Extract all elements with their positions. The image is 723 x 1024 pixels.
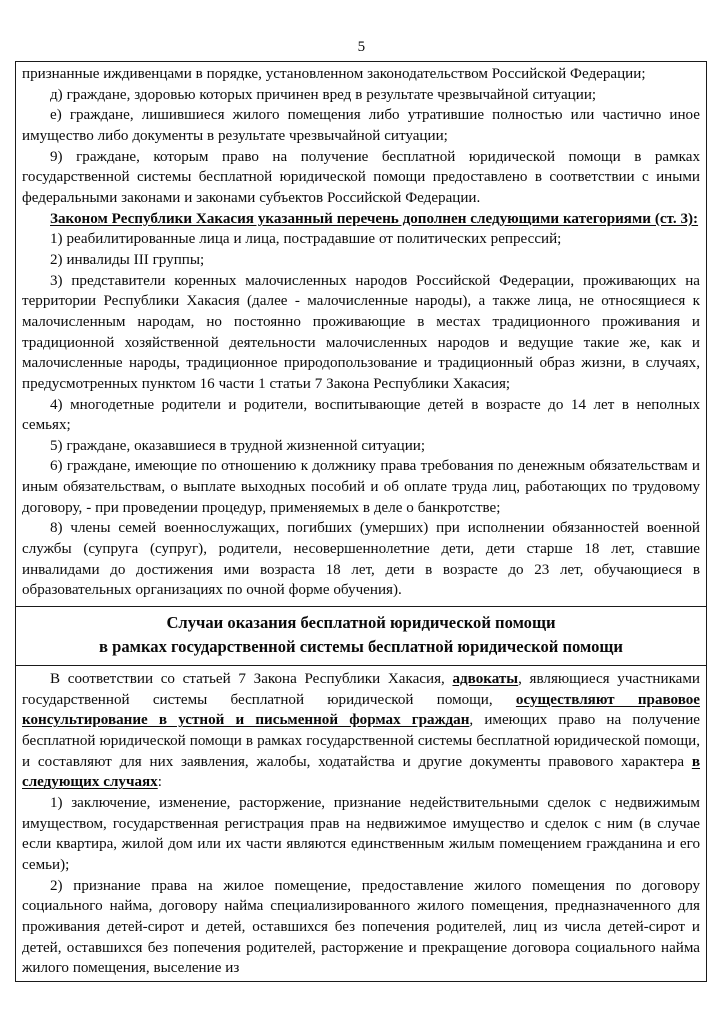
section-heading-line-1: Случаи оказания бесплатной юридической помощи <box>166 613 556 633</box>
list-item-category-8: 8) члены семей военнослужащих, погибших (умерших) при исполнении обязанностей военной службы (супруга (супруг), родители, несовершеннолетние дети, дети старше 18 лет, ставшие инвалидами до достижения ими возраста 18 лет, дети в возрасте до 23 лет, обучающиеся в образовательных организациях по очной форме обучения). <box>22 520 700 599</box>
document-body-frame <box>15 61 707 982</box>
list-item-case-1: 1) заключение, изменение, расторжение, признание недействительными сделок с недвижимым имуществом, государственная регистрация прав на недвижимое имущество и сделок с ним (в случае если квартира, жилой дом или их части являются единственным жилым помещением гражданина и его семьи); <box>22 795 700 873</box>
heading-hakasia-law <box>22 209 700 230</box>
intro-segment-1: В соответствии со статьей 7 Закона Республики Хакасия, <box>50 671 453 688</box>
categories-list-block <box>16 229 706 603</box>
hakasia-law-heading-block <box>16 209 706 230</box>
continued-paragraphs-block <box>16 62 706 209</box>
page-number: 5 <box>357 39 366 55</box>
list-item-category-6: 6) граждане, имеющие по отношению к должнику права требования по денежным обязательствам и иным обязательствам, о выплате выходных пособий и об оплате труда лиц, работающих по трудовому договору, - при проведении процедур, применяемых в деле о банкротстве; <box>22 458 700 516</box>
intro-segment-3: , имеющих право на получение бесплатной юридической помощи в рамках государственной системы бесплатной юридической помощи, и составляют для них заявления, жалобы, ходатайства и другие документы правового характера <box>22 712 700 770</box>
paragraph-intro-article-7 <box>22 669 700 793</box>
list-item-category-3: 3) представители коренных малочисленных народов Российской Федерации, проживающих на территории Республики Хакасия (далее - малочисленные народы), а также лица, не относящиеся к малочисленным народам, но постоянно проживающие в местах традиционного проживания и традиционной хозяйственной деятельности малочисленных народов и ведущие такие же, как и малочисленные народы, традиционное природопользование и традиционный образ жизни, в случаях, предусмотренных пунктом 16 части 1 статьи 7 Закона Республики Хакасия; <box>22 272 700 392</box>
paragraph-continued: признанные иждивенцами в порядке, установленном законодательством Российской Федерации; <box>22 66 646 82</box>
list-item-category-2: 2) инвалиды III группы; <box>50 251 205 268</box>
list-item-category-1: 1) реабилитированные лица и лица, пострадавшие от политических репрессий; <box>50 231 562 248</box>
section-heading-band <box>16 606 706 666</box>
intro-emphasis-cases: в следующих случаях <box>22 753 700 791</box>
list-item-case-2: 2) признание права на жилое помещение, предоставление жилого помещения по договору социального найма, договору найма специализированного жилого помещения, предназначенного для проживания детей-сирот и детей, оставшихся без попечения родителей, лиц из числа детей-сирот и детей, оставшихся без попечения родителей, расторжение и прекращение договора социального найма жилого помещения, выселение из <box>22 877 700 977</box>
intro-emphasis-advokaty: адвокаты <box>452 671 519 688</box>
cases-list-block <box>16 793 706 981</box>
heading-hakasia-law-text: Законом Республики Хакасия указанный перечень дополнен следующими категориями (ст. 3): <box>50 210 699 227</box>
section-heading-line-2: в рамках государственной системы бесплатной юридической помощи <box>99 637 623 657</box>
paragraph-item-d: д) граждане, здоровью которых причинен вред в результате чрезвычайной ситуации; <box>50 86 597 103</box>
list-item-category-5: 5) граждане, оказавшиеся в трудной жизненной ситуации; <box>50 437 426 454</box>
list-item-category-4: 4) многодетные родители и родители, воспитывающие детей в возрасте до 14 лет в неполных семьях; <box>22 396 700 434</box>
paragraph-item-e: е) граждане, лишившиеся жилого помещения либо утратившие полностью или частично иное имущество либо документы в результате чрезвычайной ситуации; <box>22 107 700 144</box>
intro-segment-2: , являющиеся участниками государственной системы бесплатной юридической помощи, <box>22 671 701 708</box>
paragraph-item-9: 9) граждане, которым право на получение бесплатной юридической помощи в рамках государственной системы бесплатной юридической помощи предоставлено в соответствии с иными федеральными законами и законами субъектов Российской Федерации. <box>22 148 700 206</box>
intro-paragraph-block <box>16 666 706 793</box>
intro-emphasis-consulting: осуществляют правовое консультирование в устной и письменной формах граждан <box>22 691 700 729</box>
intro-segment-4: : <box>157 774 162 791</box>
